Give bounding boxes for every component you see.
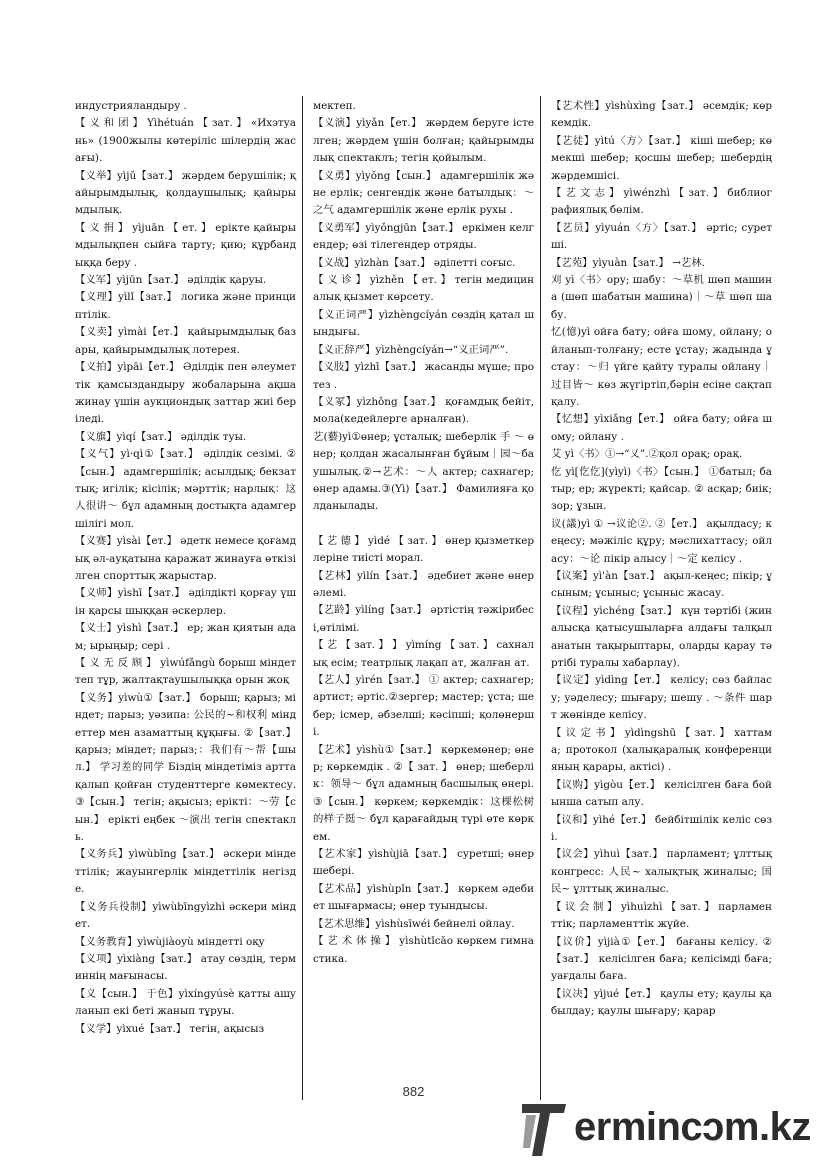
dictionary-entry: 【议购】yìgòu【ет.】 келісілген баға бойынша сатып алу. [551,778,772,809]
termincom-logo [520,1098,820,1160]
dictionary-entry: 【议决】yìjué【ет.】 қаулы ету; қаулы қабылдау; қаулы шығару; қарар [551,987,772,1018]
column-left [75,98,296,1038]
dictionary-entry: 【艺苑】yìyuàn【зат.】 →艺林. [551,256,705,269]
dictionary-entry: 【义旗】yìqí【зат.】 әділдік туы. [75,430,247,443]
dictionary-entry: 【义卖】yìmài【ет.】 қайырымдылық базары, қайырымдылық лотерея. [75,326,296,356]
dictionary-entry: 【 义 捐 】 yìjuān 【 ет. 】 ерікте қайырымдылықпен сыйға тарту; қию; құрбандыққа беру . [75,221,296,269]
dictionary-entry: 【议程】yìchéng【зат.】 күн тәртібі (жиналысқа қатысушыларға алдағы талқыланатын тақырыптары, оларды қарау тәртібі туралы хабарлау). [551,604,772,669]
dictionary-entry: 【义师】yìshī【зат.】 әділдікті қорғау үшін қарсы шыққан әскерлер. [75,587,296,617]
dictionary-entry: 【义赛】yìsài【ет.】 әдетк немесе қоғамдық әл-ауқатына қаражат жинауға өткізілген спорттық жарыстар. [75,535,296,582]
dictionary-entry: 【义军】yìjūn【зат.】 әділдік қаруы. [75,274,267,287]
dictionary-entry: 【义肢】yìzhī【зат.】 жасанды мүше; протез . [313,361,534,391]
dictionary-entry: индустрияландыру . [75,100,187,112]
dictionary-entry: 【义气】yì·qì①【зат.】 әділдік сезімі. ② 【сын.】 адамгершілік; асылдық; бекзаттық; игілік; кісілік; мәрттік; нарлық：这人很讲～ бұл адамның достықта адамгершілігі мол. [75,448,296,530]
dictionary-entry: 【义举】yìjǔ【зат.】 жәрдем берушілік; қайырымдылық, қолдаушылық; қайырымдылық. [75,169,296,217]
dictionary-entry: 【义正词严】yìzhèngcíyán сөздің қатал шындығы. [313,308,534,339]
dictionary-entry: 【义理】yìlǐ【зат.】 логика және принциптілік. [75,291,296,321]
dictionary-entry: 【艺术性】yìshùxìng【зат.】 әсемдік; көркемдік. [551,100,772,130]
dictionary-entry: 艾 yì〈书〉①→“乂”.②қол орақ; орақ. [551,448,743,461]
dictionary-entry: 【议和】yìhé【ет.】 бейбітшілік келіс сөзі. [551,813,772,844]
dictionary-entry: 【艺林】yìlín【зат.】 әдебиет және өнер әлемі. [313,569,534,599]
column-middle [313,98,534,968]
dictionary-entry: 【议价】yìjià①【ет.】 бағаны келісу. ②【зат.】 келісілген баға; келісімді баға; уағдалы баға. [551,935,772,983]
dictionary-entry: 【艺龄】yìlíng【зат.】 әртістің тәжірибесі,өтілімі. [313,604,534,634]
dictionary-entry: 【议定】yìdìng【ет.】 келісу; сөз байласу; уәделесу; шығару; шешу . ～条件 шарт жөнінде келісу. [551,674,772,722]
dictionary-entry: 【义勇军】yìyǒngjūn【зат.】 еркімен келгендер; өзі тілегендер отряды. [313,221,534,252]
dictionary-entry: 【义务教育】yìwùjiàoyù міндетті оқу [75,935,265,948]
dictionary-entry: 【艺人】yìrén【зат.】 ① актер; сахнагер;артист; әртіс.②зергер; мастер; ұста; шебер; ісмер, әбзелші; кәсіпші; қолөнерші. [313,674,534,739]
dictionary-entry: 忆(憶)yì ойға бату; ойға шому, ойлану; ойланып-толғану; есте ұстау; жадында ұстау：～归 үйге қайту туралы ойлану｜过目皆～ көз жүгіртіп,бәрін есіне сақтап қалу. [551,326,772,408]
dictionary-entry: 【艺术思维】yìshùsīwéi бейнелі ойлау. [313,917,515,930]
dictionary-entry: 【 义 无 反 顾 】 yìwúfǎngù борыш міндеттеп тұр, жалтақтаушылыққа орын жоқ [75,657,296,687]
logo-text: ermincɔm.kz [574,1105,811,1149]
dictionary-entry [313,516,534,533]
dictionary-entry: 【义拍】yìpāi【ет.】 Әділдік пен әлеуметтік қамсыздандыру жобаларына ақша жинау үшін аукциондық заттар жиі беріледі. [75,361,296,426]
dictionary-entry: 【艺术】yìshù①【зат.】 көркемөнер; өнер; көркемдік . ②【 зат. 】 өнер; шеберлік：领导～ бұл адамның басшылық өнері.③【сын.】 көркем; көркемдік：这棵松树的样子挺～ бұл қарағайдың түрі өте көркем. [313,743,534,843]
dictionary-entry: 仡 yì[仡仡](yìyì)〈书〉【сын.】 ①батыл; батыр; ер; жүректі; қайсар. ② асқар; биік; зор; ұзын. [551,465,772,513]
dictionary-entry: 【义务兵】yìwùbīng【зат.】 әскери міндеттілік; жауынгерлік міндеттілік негізде. [75,848,296,896]
dictionary-entry: 【议会】yìhuì【зат.】 парламент; ұлттық конгресс: 人民~ халықтық жиналыс; 国民~ ұлттық жиналыс. [551,848,772,896]
dictionary-entry: 【议案】yì'àn【зат.】 ақыл-кеңес; пікір; ұсыным; ұсыныс; ұсыныс жасау. [551,569,772,600]
dictionary-entry: 【 艺 文 志 】 yìwénzhì 【 зат. 】 библиографиялық бөлім. [551,187,772,217]
dictionary-entry: 【 义 诊 】 yìzhěn 【 ет. 】 тегін медициналық қызмет көрсету. [313,274,534,304]
dictionary-entry: 【义士】yìshì【зат.】 ер; жан қиятын адам; ырыңыр; сері . [75,622,296,652]
dictionary-entry: 【艺员】yìyuán〈方〉【зат.】 әртіс; суретші. [551,221,772,252]
dictionary-entry: 【义冢】yìzhǒng【зат.】 қоғамдық бейіт, мола(кедейлерге арналған). [313,395,534,426]
dictionary-entry: 艺(藝)yì①өнер; ұсталық; шеберлік 手 ～ өнер; қолдан жасалынған бұйым｜园～баушылық.②→艺术：～人 актер; сахнагер; өнер адамы.③(Yì)【зат.】 Фамилияға қолданылады. [313,430,534,513]
page-number: 882 [402,1084,425,1099]
dictionary-entry: 【义演】yìyǎn【ет.】 жәрдем беруге істелген; жәрдем үшін болған; қайырымдылық спектаклъ; тегін қойылым. [313,117,534,165]
dictionary-entry: 【忆想】yìxiǎng【ет.】 ойға бату; ойға шому; ойлану . [551,413,772,443]
dictionary-entry: 【义项】yìxiàng【зат.】 атау сөздің, терминнің мағынасы. [75,952,296,983]
dictionary-entry: мектеп. [313,100,356,112]
dictionary-entry: 议(議)yì ① →议论②. ②【ет.】 ақылдасу; кеңесу; мәжіліс құру; мәслихаттасу; ойласу：～论 пікір алысу｜～定 келісу . [551,517,772,565]
dictionary-entry: 【 艺 【 зат. 】 】 yìmíng 【 зат. 】 сахналық есім; театрлық лақап ат, жалған ат. [313,639,534,669]
dictionary-entry: 【艺术品】yìshùpǐn【зат.】 көркем әдебиет шығармасы; өнер туындысы. [313,882,534,913]
dictionary-entry: 【 议 会 制 】 yìhuìzhì 【 зат. 】 парламенттік; парламенттік жүйе. [551,900,772,931]
column-divider [540,96,541,1100]
dictionary-entry: 【艺术家】yìshùjiā【зат.】 суретші; өнер шебері. [313,848,534,878]
dictionary-entry: 【 义 和 团 】 Yìhétuán 【 зат. 】 «Ихэтуань» (1900жылы көтеріліс шілердің жасағы). [75,117,296,165]
dictionary-entry: 【艺徒】yìtú〈方〉【зат.】 кіші шебер; көмекші шебер; қосшы шебер; шебердің жәрдемшісі. [551,134,772,182]
dictionary-entry: 【 艺 德 】 yìdé 【 зат. 】 өнер қызметкерлеріне тиісті морал. [313,534,534,565]
logo-t-glyph-icon [520,1100,570,1158]
dictionary-entry: 【义务兵役制】yìwùbīngyìzhì әскери міндет. [75,900,296,931]
column-right [551,98,772,1021]
dictionary-entry: 【 艺 术 体 操 】 yìshùtǐcāo көркем гимнастика. [313,935,534,965]
dictionary-entry: 【义学】yìxué【зат.】 тегін, ақысыз [75,1022,265,1035]
dictionary-entry: 【义正辞严】yìzhèngcíyán→“义正词严”. [313,343,509,356]
column-divider [302,96,303,1100]
dictionary-entry: 【义战】yìzhàn【зат.】 әділетті соғыс. [313,256,516,269]
dictionary-entry: 【 议 定 书 】 yìdìngshū 【 зат. 】 хаттама; протокол (халықаралық конференцияның қарары, актісі) . [551,726,772,774]
dictionary-entry: 【义勇】yìyǒng【сын.】 адамгершілік және ерлік; сенгендік және батылдық：～之气 адамгершілік және ерлік рухы . [313,169,534,217]
dictionary-entry: 【义【сын.】 于色】yìxíngyúsè қатты ашуланып екі беті жанып тұруы. [75,987,296,1018]
dictionary-entry: 刈 yì〈书〉ору; шабу：～草机 шөп машина (шөп шабатын машина)｜～草 шөп шабу. [551,274,772,321]
dictionary-entry: 【义务】yìwù①【зат.】 борыш; қарыз; міндет; парыз; уәзипа: 公民的~和权利 міндеттер мен азаматтың құқығы. ②【зат.】 қарыз; міндет; парыз;：我们有～帮【шыл.】 学习差的同学 Біздің міндетіміз артта қалып қойған студенттерге көмектесу. ③【сын.】 тегін; ақысыз; ерікті：～劳【сын.】 ерікті еңбек ～演出 тегін спектакль. [75,691,296,844]
